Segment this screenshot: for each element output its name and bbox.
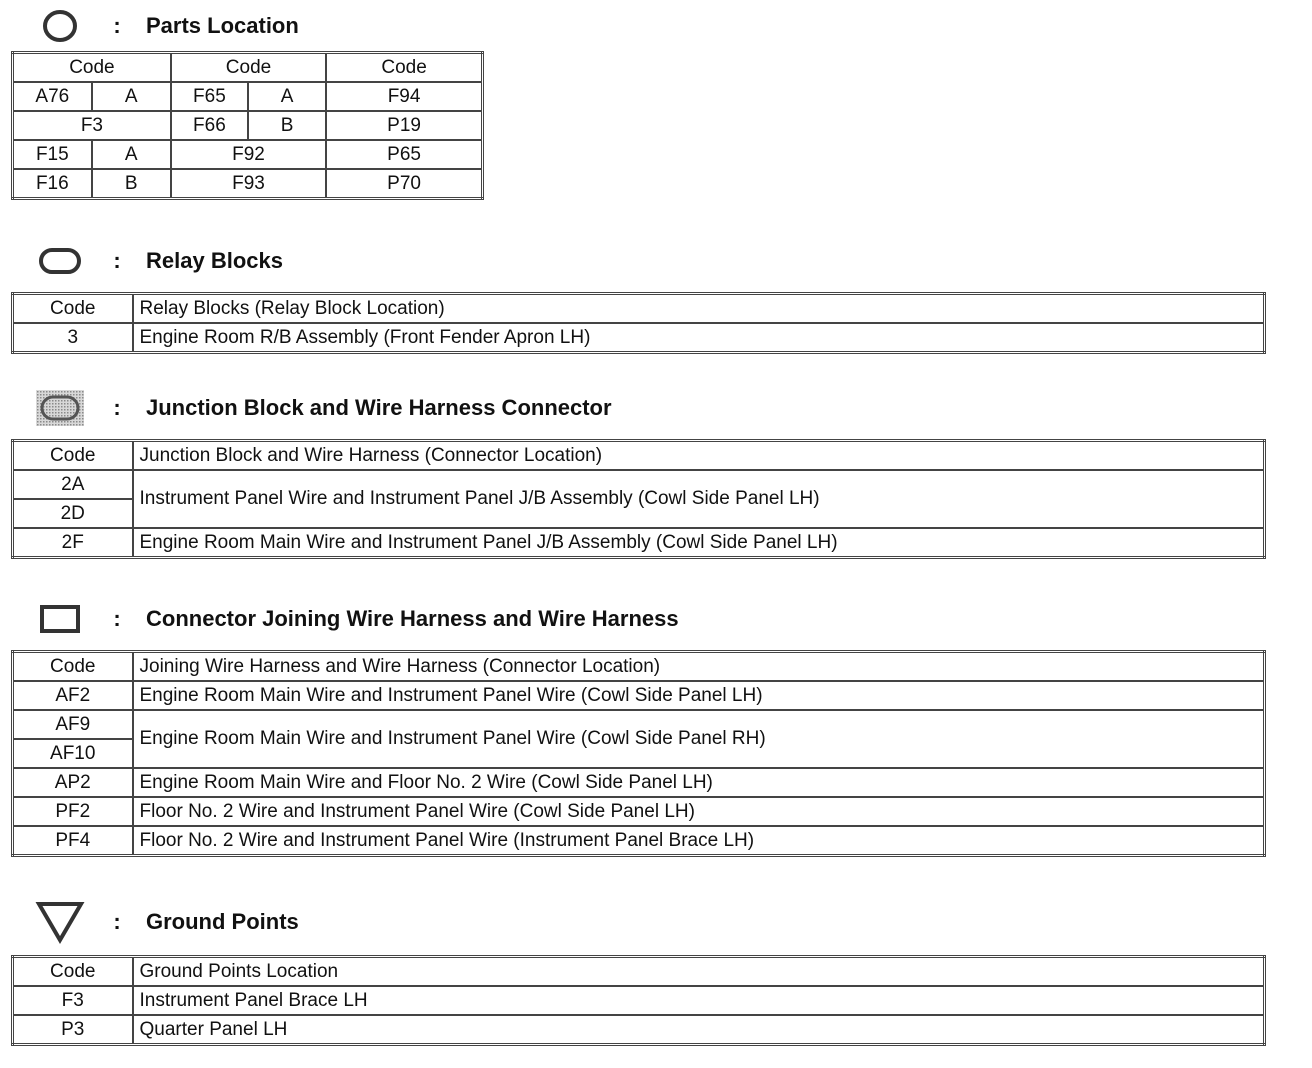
relay-blocks-table — [11, 292, 1266, 354]
header-cell: Code — [13, 53, 171, 83]
desc-cell: Engine Room Main Wire and Floor No. 2 Wire (Cowl Side Panel LH) — [133, 768, 1265, 797]
triangle-symbol-icon — [34, 902, 86, 942]
code-cell: P70 — [326, 169, 482, 199]
code-cell: P19 — [326, 111, 482, 140]
code-cell: F16 — [13, 169, 92, 199]
code-cell: F3 — [13, 986, 133, 1015]
code-cell: AF10 — [13, 739, 133, 768]
parts-location-table — [11, 51, 484, 200]
desc-cell: Floor No. 2 Wire and Instrument Panel Wire (Cowl Side Panel LH) — [133, 797, 1265, 826]
junction-block-title: Junction Block and Wire Harness Connector — [146, 395, 612, 420]
desc-cell: Floor No. 2 Wire and Instrument Panel Wire (Instrument Panel Brace LH) — [133, 826, 1265, 856]
colon: : — [113, 909, 121, 934]
junction-block-table — [11, 439, 1266, 559]
table-row — [13, 826, 1265, 856]
table-row — [13, 1015, 1265, 1045]
table-row — [13, 111, 483, 140]
table-header-row — [13, 53, 483, 83]
header-desc-cell: Ground Points Location — [133, 957, 1265, 987]
code-cell: A76 — [13, 82, 92, 111]
code-cell: F15 — [13, 140, 92, 169]
colon: : — [113, 248, 121, 273]
header-cell: Code — [326, 53, 482, 83]
table-header-row — [13, 294, 1265, 324]
table-row — [13, 323, 1265, 353]
code-cell: P65 — [326, 140, 482, 169]
colon: : — [113, 395, 121, 420]
desc-cell: Engine Room Main Wire and Instrument Panel J/B Assembly (Cowl Side Panel LH) — [133, 528, 1265, 558]
relay-blocks-heading — [34, 241, 283, 281]
header-desc-cell: Junction Block and Wire Harness (Connector Location) — [133, 441, 1265, 471]
code-cell: F93 — [171, 169, 326, 199]
desc-cell: Instrument Panel Wire and Instrument Panel J/B Assembly (Cowl Side Panel LH) — [133, 470, 1265, 528]
desc-cell: Quarter Panel LH — [133, 1015, 1265, 1045]
header-code-cell: Code — [13, 957, 133, 987]
connector-joining-title: Connector Joining Wire Harness and Wire Harness — [146, 606, 679, 631]
desc-cell: Engine Room R/B Assembly (Front Fender Apron LH) — [133, 323, 1265, 353]
rounded-rect-symbol-icon — [34, 241, 86, 281]
table-row — [13, 528, 1265, 558]
code-cell: 2A — [13, 470, 133, 499]
code-cell: B — [92, 169, 171, 199]
parts-location-heading — [34, 6, 299, 46]
code-cell: F92 — [171, 140, 326, 169]
header-code-cell: Code — [13, 652, 133, 682]
connector-joining-heading — [34, 599, 679, 639]
ground-points-table — [11, 955, 1266, 1046]
table-header-row — [13, 957, 1265, 987]
code-cell: 3 — [13, 323, 133, 353]
code-cell: F66 — [171, 111, 248, 140]
ground-points-heading — [34, 902, 299, 942]
code-cell: 2D — [13, 499, 133, 528]
code-cell: F94 — [326, 82, 482, 111]
rectangle-symbol-icon — [34, 599, 86, 639]
code-cell: PF2 — [13, 797, 133, 826]
table-row — [13, 710, 1265, 739]
connector-joining-table — [11, 650, 1266, 857]
code-cell: AP2 — [13, 768, 133, 797]
code-cell: A — [248, 82, 326, 111]
desc-cell: Engine Room Main Wire and Instrument Panel Wire (Cowl Side Panel RH) — [133, 710, 1265, 768]
header-desc-cell: Relay Blocks (Relay Block Location) — [133, 294, 1265, 324]
code-cell: PF4 — [13, 826, 133, 856]
circle-symbol-icon — [34, 6, 86, 46]
table-row — [13, 140, 483, 169]
table-row — [13, 797, 1265, 826]
table-row — [13, 986, 1265, 1015]
desc-cell: Engine Room Main Wire and Instrument Panel Wire (Cowl Side Panel LH) — [133, 681, 1265, 710]
code-cell: F65 — [171, 82, 248, 111]
code-cell: 2F — [13, 528, 133, 558]
header-code-cell: Code — [13, 441, 133, 471]
relay-blocks-title: Relay Blocks — [146, 248, 283, 273]
code-cell: AF2 — [13, 681, 133, 710]
table-row — [13, 470, 1265, 499]
desc-cell: Instrument Panel Brace LH — [133, 986, 1265, 1015]
table-row — [13, 681, 1265, 710]
ground-points-title: Ground Points — [146, 909, 299, 934]
table-row — [13, 82, 483, 111]
parts-location-title: Parts Location — [146, 13, 299, 38]
code-cell: AF9 — [13, 710, 133, 739]
code-cell: P3 — [13, 1015, 133, 1045]
header-cell: Code — [171, 53, 326, 83]
code-cell: B — [248, 111, 326, 140]
colon: : — [113, 13, 121, 38]
code-cell: A — [92, 140, 171, 169]
table-row — [13, 768, 1265, 797]
code-cell: F3 — [13, 111, 171, 140]
shaded-rounded-rect-symbol-icon — [34, 388, 86, 428]
junction-block-heading — [34, 388, 612, 428]
colon: : — [113, 606, 121, 631]
code-cell: A — [92, 82, 171, 111]
table-row — [13, 169, 483, 199]
table-header-row — [13, 441, 1265, 471]
header-code-cell: Code — [13, 294, 133, 324]
table-header-row — [13, 652, 1265, 682]
header-desc-cell: Joining Wire Harness and Wire Harness (Connector Location) — [133, 652, 1265, 682]
